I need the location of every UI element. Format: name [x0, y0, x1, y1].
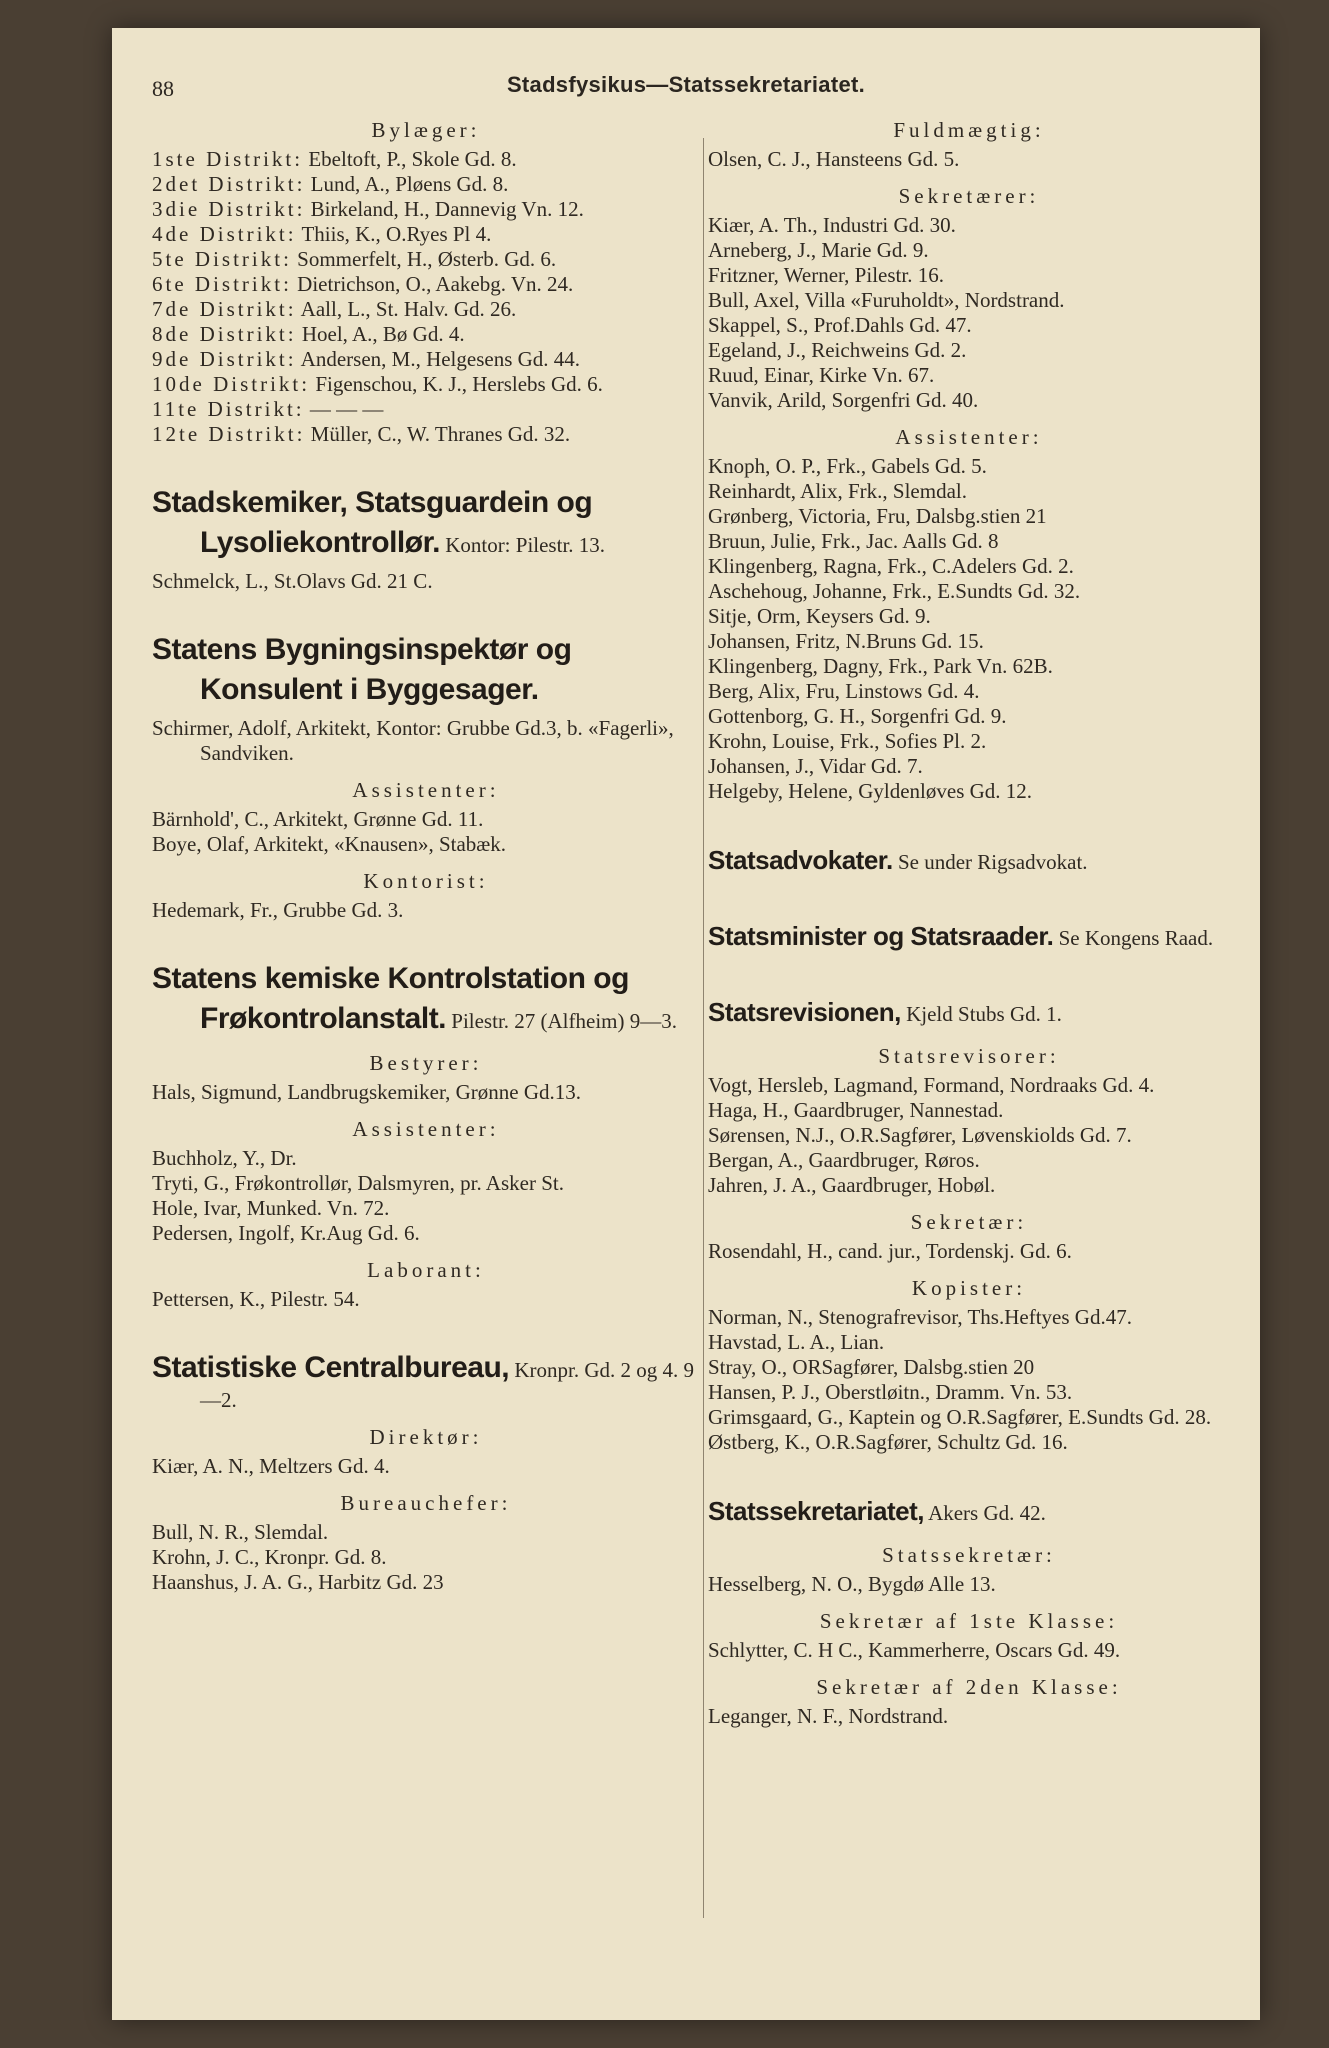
entry: Fritzner, Werner, Pilestr. 16.: [708, 263, 944, 287]
entry: Egeland, J., Reichweins Gd. 2.: [708, 338, 967, 362]
district-label: 1ste Distrikt:: [152, 147, 304, 171]
district-entry: [152, 372, 700, 397]
entry: Klingenberg, Dagny, Frk., Park Vn. 62B.: [708, 654, 1053, 678]
entry: Kiær, A. N., Meltzers Gd. 4.: [152, 1454, 390, 1478]
subheading-sekretaerer: Sekretærer:: [898, 184, 1040, 208]
entry: Schirmer, Adolf, Arkitekt, Kontor: Grubbe Gd.3, b. «Fagerli», Sandviken.: [152, 716, 674, 765]
subheading-assistenter: Assistenter:: [895, 425, 1043, 449]
entry: Sørensen, N.J., O.R.Sagfører, Løvenskiolds Gd. 7.: [708, 1123, 1132, 1147]
entry: Bergan, A., Gaardbruger, Røros.: [708, 1148, 980, 1172]
entry: Stray, O., ORSagfører, Dalsbg.stien 20: [708, 1355, 1035, 1379]
district-entry: [152, 147, 700, 172]
entry: Schmelck, L., St.Olavs Gd. 21 C.: [152, 569, 433, 593]
entry: Buchholz, Y., Dr.: [152, 1146, 297, 1170]
district-label: 4de Distrikt:: [152, 222, 297, 246]
section-note: Se under Rigsadvokat.: [897, 850, 1088, 874]
entry: Haga, H., Gaardbruger, Nannestad.: [708, 1098, 1004, 1122]
section-heading-statsadvokater: [708, 840, 1230, 880]
district-text: — — —: [309, 397, 384, 421]
subheading-direktor: Direktør:: [369, 1425, 483, 1449]
entry: Bull, Axel, Villa «Furuholdt», Nordstrand.: [708, 288, 1065, 312]
subheading-assistenter: Assistenter:: [352, 1117, 500, 1141]
entry: Jahren, J. A., Gaardbruger, Hobøl.: [708, 1173, 996, 1197]
entry: Vanvik, Arild, Sorgenfri Gd. 40.: [708, 388, 979, 412]
district-label: 7de Distrikt:: [152, 297, 297, 321]
district-entry: [152, 222, 700, 247]
district-label: 6te Distrikt:: [152, 272, 292, 296]
district-text: Müller, C., W. Thranes Gd. 32.: [310, 422, 571, 446]
entry: Reinhardt, Alix, Frk., Slemdal.: [708, 479, 967, 503]
district-entry: [152, 322, 700, 347]
subheading-bylaeger: Bylæger:: [371, 118, 481, 142]
district-text: Figenschou, K. J., Herslebs Gd. 6.: [315, 372, 603, 396]
entry: Krohn, Louise, Frk., Sofies Pl. 2.: [708, 729, 987, 753]
subheading-laborant: Laborant:: [367, 1258, 485, 1282]
entry: Gottenborg, G. H., Sorgenfri Gd. 9.: [708, 704, 1007, 728]
left-column: [152, 118, 700, 1595]
section-title: Statistiske Centralbureau,: [152, 1351, 510, 1384]
entry: Kiær, A. Th., Industri Gd. 30.: [708, 213, 956, 237]
district-entry: [152, 197, 700, 222]
district-text: Andersen, M., Helgesens Gd. 44.: [300, 347, 581, 371]
entry: Leganger, N. F., Nordstrand.: [708, 1704, 949, 1728]
district-entry: [152, 297, 700, 322]
entry: Haanshus, J. A. G., Harbitz Gd. 23: [152, 1570, 444, 1594]
entry: Schlytter, C. H C., Kammerherre, Oscars Gd. 49.: [708, 1638, 1121, 1662]
subheading-assistenter: Assistenter:: [352, 778, 500, 802]
district-entry: [152, 397, 700, 422]
entry: Grimsgaard, G., Kaptein og O.R.Sagfører, E.Sundts Gd. 28.: [708, 1405, 1212, 1429]
entry: Berg, Alix, Fru, Linstows Gd. 4.: [708, 679, 980, 703]
entry: Østberg, K., O.R.Sagfører, Schultz Gd. 16.: [708, 1430, 1068, 1454]
entry: Ruud, Einar, Kirke Vn. 67.: [708, 363, 935, 387]
district-label: 8de Distrikt:: [152, 322, 297, 346]
entry: Hansen, P. J., Oberstløitn., Dramm. Vn. 53.: [708, 1380, 1073, 1404]
entry: Rosendahl, H., cand. jur., Tordenskj. Gd. 6.: [708, 1239, 1072, 1263]
entry: Vogt, Hersleb, Lagmand, Formand, Nordraaks Gd. 4.: [708, 1073, 1155, 1097]
directory-page: [112, 28, 1260, 2020]
subheading-bureauchefer: Bureauchefer:: [340, 1491, 512, 1515]
entry: Grønberg, Victoria, Fru, Dalsbg.stien 21: [708, 504, 1047, 528]
subheading-sekretaer-2den: Sekretær af 2den Klasse:: [816, 1675, 1122, 1699]
section-heading-statssekretariatet: [708, 1491, 1230, 1531]
district-label: 10de Distrikt:: [152, 372, 311, 396]
section-note: Akers Gd. 42.: [928, 1501, 1046, 1525]
district-label: 12te Distrikt:: [152, 422, 306, 446]
entry: Aschehoug, Johanne, Frk., E.Sundts Gd. 32.: [708, 579, 1081, 603]
entry: Pettersen, K., Pilestr. 54.: [152, 1287, 360, 1311]
entry: Hesselberg, N. O., Bygdø Alle 13.: [708, 1572, 996, 1596]
running-head: Stadsfysikus—Statssekretariatet.: [506, 72, 866, 97]
section-heading-bygningsinspektor: [152, 630, 700, 710]
section-title: Statssekretariatet,: [708, 1496, 924, 1526]
entry: Skappel, S., Prof.Dahls Gd. 47.: [708, 313, 972, 337]
section-heading-stadskemiker: [152, 483, 700, 563]
subheading-statssekretaer: Statssekretær:: [882, 1543, 1056, 1567]
section-title: Statens Bygningsinspektør og Konsulent i Byggesager.: [152, 633, 572, 706]
entry: Arneberg, J., Marie Gd. 9.: [708, 238, 929, 262]
entry: Helgeby, Helene, Gyldenløves Gd. 12.: [708, 779, 1033, 803]
section-title: Statsrevisionen,: [708, 997, 901, 1027]
entry: Johansen, Fritz, N.Bruns Gd. 15.: [708, 629, 984, 653]
subheading-sekretaer-1ste: Sekretær af 1ste Klasse:: [819, 1609, 1119, 1633]
entry: Boye, Olaf, Arkitekt, «Knausen», Stabæk.: [152, 832, 507, 856]
district-entry: [152, 422, 700, 447]
entry: Pedersen, Ingolf, Kr.Aug Gd. 6.: [152, 1221, 420, 1245]
entry: Bull, N. R., Slemdal.: [152, 1520, 329, 1544]
district-entry: [152, 272, 700, 297]
section-note: Kjeld Stubs Gd. 1.: [906, 1002, 1062, 1026]
subheading-statsrevisorer: Statsrevisorer:: [878, 1044, 1060, 1068]
section-title: Statens kemiske Kontrolstation og Frøkontrolanstalt.: [152, 962, 629, 1035]
section-note: Pilestr. 27 (Alfheim) 9—3.: [451, 1009, 677, 1033]
entry: Johansen, J., Vidar Gd. 7.: [708, 754, 923, 778]
district-label: 9de Distrikt:: [152, 347, 297, 371]
district-entry: [152, 347, 700, 372]
section-note: Se Kongens Raad.: [1058, 926, 1214, 950]
district-text: Aall, L., St. Halv. Gd. 26.: [300, 297, 517, 321]
entry: Hals, Sigmund, Landbrugskemiker, Grønne Gd.13.: [152, 1080, 582, 1104]
district-text: Lund, A., Pløens Gd. 8.: [310, 172, 509, 196]
entry: Havstad, L. A., Lian.: [708, 1330, 885, 1354]
page-number: 88: [152, 76, 174, 101]
district-label: 2det Distrikt:: [152, 172, 306, 196]
subheading-fuldmaegtig: Fuldmægtig:: [893, 118, 1045, 142]
section-title: Stadskemiker, Statsguardein og Lysoliekontrollør.: [152, 486, 593, 559]
entry: Norman, N., Stenografrevisor, Ths.Heftyes Gd.47.: [708, 1305, 1132, 1329]
entry: Tryti, G., Frøkontrollør, Dalsmyren, pr. Asker St.: [152, 1171, 564, 1195]
entry: Olsen, C. J., Hansteens Gd. 5.: [708, 147, 960, 171]
district-label: 11te Distrikt:: [152, 397, 305, 421]
entry: Knoph, O. P., Frk., Gabels Gd. 5.: [708, 454, 987, 478]
column-divider: [703, 138, 704, 1918]
subheading-kontorist: Kontorist:: [363, 869, 489, 893]
district-list: [152, 147, 700, 447]
subheading-sekretaer: Sekretær:: [910, 1210, 1028, 1234]
right-column: [708, 118, 1230, 1729]
section-heading-centralbureau: [152, 1348, 700, 1413]
entry: Krohn, J. C., Kronpr. Gd. 8.: [152, 1545, 387, 1569]
section-heading-statsminister: [708, 916, 1230, 956]
section-title: Statsadvokater.: [708, 845, 893, 875]
section-heading-statsrevisionen: [708, 992, 1230, 1032]
section-title: Statsminister og Statsraader.: [708, 921, 1054, 951]
entry: Hole, Ivar, Munked. Vn. 72.: [152, 1196, 390, 1220]
entry: Bruun, Julie, Frk., Jac. Aalls Gd. 8: [708, 529, 999, 553]
district-text: Sommerfelt, H., Østerb. Gd. 6.: [297, 247, 557, 271]
entry: Klingenberg, Ragna, Frk., C.Adelers Gd. 2.: [708, 554, 1074, 578]
section-note: Kronpr. Gd. 2 og 4. 9—2.: [200, 1358, 695, 1412]
entry: Sitje, Orm, Keysers Gd. 9.: [708, 604, 931, 628]
section-note: Kontor: Pilestr. 13.: [445, 533, 606, 557]
district-entry: [152, 247, 700, 272]
district-text: Dietrichson, O., Aakebg. Vn. 24.: [297, 272, 574, 296]
section-heading-kemiske: [152, 959, 700, 1039]
entry: Bärnhold', C., Arkitekt, Grønne Gd. 11.: [152, 807, 484, 831]
district-label: 3die Distrikt:: [152, 197, 306, 221]
district-entry: [152, 172, 700, 197]
district-label: 5te Distrikt:: [152, 247, 292, 271]
district-text: Hoel, A., Bø Gd. 4.: [301, 322, 465, 346]
subheading-kopister: Kopister:: [911, 1276, 1027, 1300]
district-text: Ebeltoft, P., Skole Gd. 8.: [308, 147, 517, 171]
district-text: Thiis, K., O.Ryes Pl 4.: [301, 222, 492, 246]
district-text: Birkeland, H., Dannevig Vn. 12.: [310, 197, 584, 221]
entry: Hedemark, Fr., Grubbe Gd. 3.: [152, 898, 404, 922]
subheading-bestyrer: Bestyrer:: [369, 1051, 483, 1075]
